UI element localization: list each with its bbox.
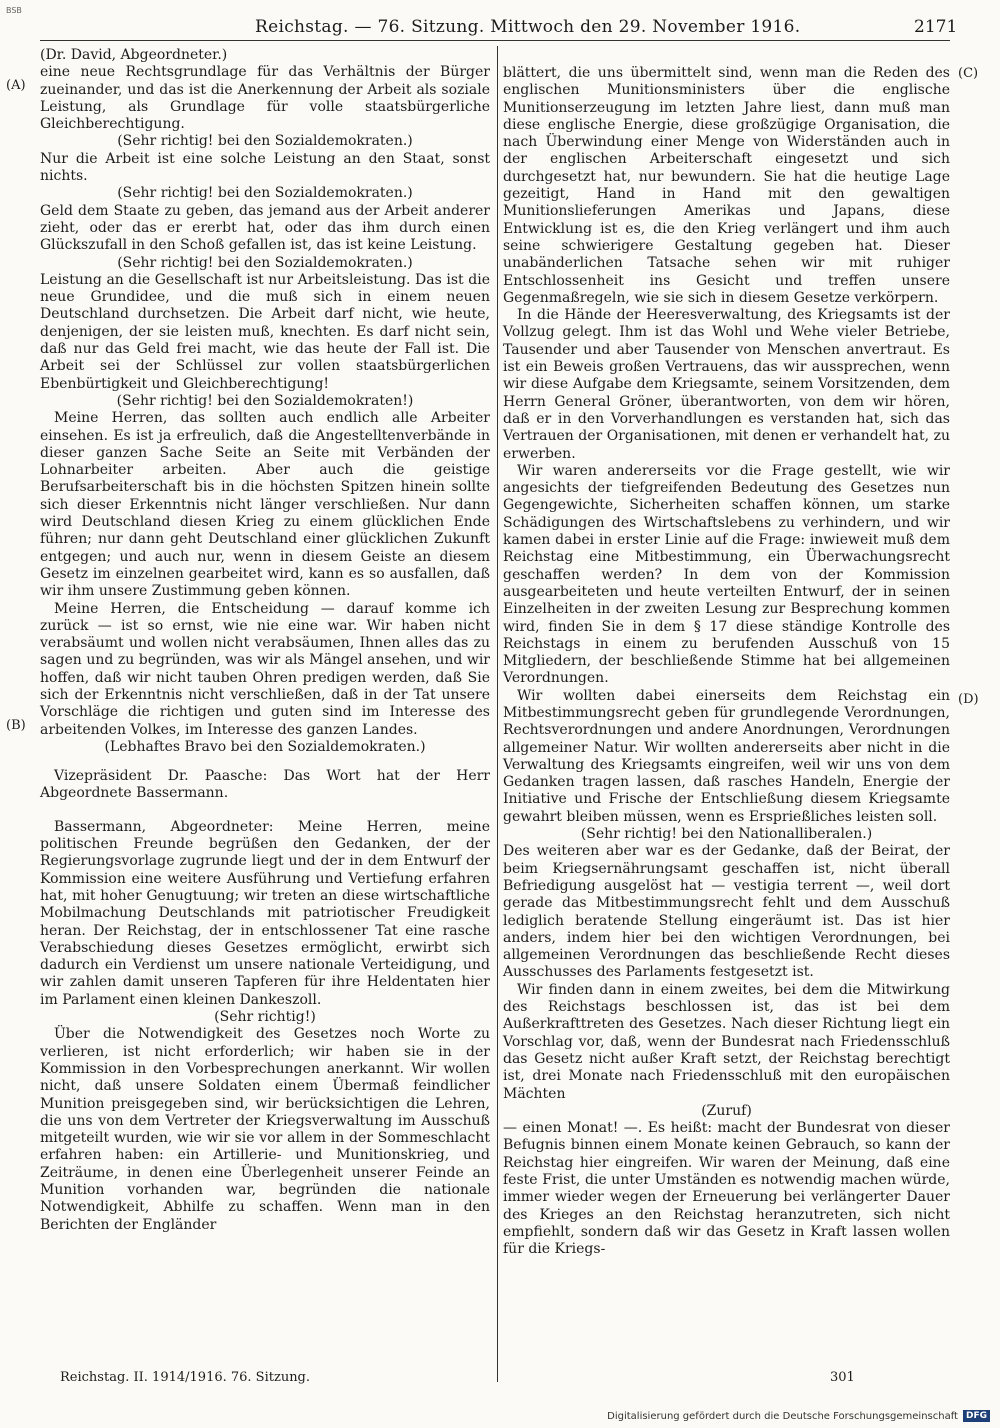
paragraph: Wir finden dann in einem zweites, bei dem die Mitwirkung des Reichstags beschlossen ist, das ist bei dem Außerkrafttreten des Gesetzes. Nach dieser Richtung liegt ein Vorschlag vor, daß, wenn der Bundesrat nach Friedensschluß das Gesetz nicht außer Kraft setzt, der Reichstag berechtigt ist, drei Monate nach Friedensschluß mit den europäischen Mächten (503, 981, 950, 1102)
margin-letter-c: (C) (958, 66, 979, 81)
paragraph: blättert, die uns übermittelt sind, wenn man die Reden des englischen Munitionsministers über die englische Munitionserzeugung im letzten Jahre liest, dann muß man diese englische Energie, diese großzügige Organisation, die nach Überwindung einer Menge von Widerständen auch in der englischen Arbeiterschaft eingesetzt und sich durchgesetzt hat, nur bewundern. Sie hat die heutige Lage gezeitigt, Hand in Hand mit den gewaltigen Munitionslieferungen Amerikas und Japans, diese Entwicklung ist es, die den Krieg verlängert und ihm auch seine schwierigere Gestaltung gegeben hat. Dieser unabänderlichen Tatsache sehen wir mit ruhiger Entschlossenheit ins Gesicht und treffen unsere Gegenmaßregeln, wie sie sich in diesem Gesetze verkörpern. (503, 65, 950, 306)
paragraph: Wir waren andererseits vor die Frage gestellt, wie wir angesichts der tiefgreifenden Bedeutung des Gesetzes nun Gegengewichte, Sicherheiten schaffen können, um starke Schädigungen des Wirtschaftslebens zu verhindern, und wir kamen dabei in erster Linie auf die Frage: inwieweit muß dem Reichstag eine Mitbestimmung, ein Überwachungsrecht geschaffen werden? In dem von der Kommission ausgearbeiteten und heute verteilten Entwurf, der in seinen Einzelheiten in der zweiten Lesung zur Besprechung kommen wird, finden Sie in dem § 17 diese ständige Kontrolle des Reichstags in einem zu berufenden Ausschuß von 15 Mitgliedern, der beschließende Stimme hat bei allgemeinen Verordnungen. (503, 462, 950, 687)
dfg-credit-text: Digitalisierung gefördert durch die Deutsche Forschungsgemeinschaft (607, 1410, 958, 1422)
paragraph: In die Hände der Heeresverwaltung, des Kriegsamts ist der Vollzug gelegt. Ihm ist das Wohl und Wehe vieler Betriebe, Tausender und aber Tausender von Menschen anvertraut. Es ist ein Beweis großen Vertrauens, das wir aussprechen, wenn wir diese Aufgabe dem Kriegsamte, seinem Vorsitzenden, dem Herrn General Gröner, überantworten, von dem wir hören, daß er in den Vorverhandlungen es verstanden hat, sich das Vertrauen der Organisationen, mit denen er verhandelt hat, zu erwerben. (503, 307, 950, 462)
dfg-logo: DFG (963, 1410, 990, 1422)
paragraph: Des weiteren aber war es der Gedanke, daß der Beirat, der beim Kriegsernährungsamt geschaffen ist, nicht überall Befriedigung ausgelöst hat — vestigia terrent —, weil dort gerade das Mitbestimmungsrecht fehlt und dem Ausschuß lediglich beratende Stellung eingeräumt ist. Das ist hier anders, indem hier bei den wichtigen Verordnungen, bei allgemeinen Verordnungen das beschließende Recht dieses Ausschusses des Parlaments festgesetzt ist. (503, 843, 950, 981)
margin-letter-a: (A) (6, 78, 26, 93)
interjection: (Sehr richtig! bei den Nationalliberalen.) (580, 826, 873, 843)
footer-signature: 301 (830, 1370, 855, 1385)
footer-volume: Reichstag. II. 1914/1916. 76. Sitzung. (60, 1370, 311, 1385)
paragraph: Über die Notwendigkeit des Gesetzes noch Worte zu verlieren, ist nicht erforderlich; wir haben sie in der Kommission in den Vorbesprechungen anerkannt. Wir wollen nicht, daß unsere Soldaten einem Übermaß feindlicher Munition preisgegeben sind, wir berücksichtigen die Lehren, die uns von dem Vertreter der Kriegsverwaltung im Ausschuß mitgeteilt wurden, wie wir sie vor allem in der Sommeschlacht erfahren haben: ein Artillerie- und Munitionskrieg, und Zeiträume, in denen eine Überlegenheit unserer Feinde an Munition vorhanden war, begründen die nationale Notwendigkeit, Abhilfe zu schaffen. Wenn man in den Berichten der Engländer (40, 1026, 490, 1233)
paragraph: eine neue Rechtsgrundlage für das Verhältnis der Bürger zueinander, und das ist die Anerkennung der Arbeit als soziale Leistung, als Grundlage für volle staatsbürgerliche Gleichberechtigung. (40, 64, 490, 133)
paragraph: Bassermann, Abgeordneter: Meine Herren, meine politischen Freunde begrüßen den Gedanken, der der Regierungsvorlage zugrunde liegt und der in dem Entwurf der Kommission eine weitere Ausführung und Vertiefung erfahren hat, mit hoher Genugtuung; wir treten an diese wirtschaftliche Mobilmachung Deutschlands mit patriotischer Freudigkeit heran. Der Reichstag, der in entschlossener Tat eine rasche Verabschiedung dieses Gesetzes ermöglicht, erwirbt sich dadurch ein Verdienst um unsere nationale Verteidigung, und wir zahlen damit unseren Tapferen für ihre Heldentaten hier im Parlament einen kleinen Dankeszoll. (40, 818, 490, 1008)
margin-letter-b: (B) (6, 718, 26, 733)
right-column (503, 65, 950, 1258)
interjection: (Sehr richtig! bei den Sozialdemokraten.) (117, 254, 413, 271)
interjection: (Lebhaftes Bravo bei den Sozialdemokraten.) (104, 738, 426, 755)
margin-letter-d: (D) (958, 692, 979, 707)
page-header-title: Reichstag. — 76. Sitzung. Mittwoch den 29. November 1916. (255, 17, 801, 37)
interjection: (Sehr richtig! bei den Sozialdemokraten.) (117, 185, 413, 202)
speaker-line: (Dr. David, Abgeordneter.) (40, 47, 228, 63)
dfg-credit (607, 1410, 990, 1422)
paragraph: — einen Monat! —. Es heißt: macht der Bundesrat von dieser Befugnis binnen einem Monate keinen Gebrauch, so kann der Reichstag hier eingreifen. Wir waren der Meinung, daß eine feste Frist, die unter Umständen es notwendig machen würde, immer wieder wegen der Erneuerung bei verlängerter Dauer des Krieges an den Reichstag heranzutreten, sich nicht empfiehlt, sondern daß wir das Gesetz in Kraft lassen wollen für die Kriegs- (503, 1120, 950, 1258)
library-mark: BSB (6, 6, 22, 15)
paragraph: Leistung an die Gesellschaft ist nur Arbeitsleistung. Das ist die neue Grundidee, und die muß sich in einem neuen Deutschland durchsetzen. Die Arbeit darf nicht, wie heute, denjenigen, der sie leisten muß, knechten. Es darf nicht sein, daß nur das Geld frei macht, wie das heute der Fall ist. Die Arbeit sei der Schlüssel zur vollen staatsbürgerlichen Ebenbürtigkeit und Gleichberechtigung! (40, 271, 490, 392)
interjection: (Sehr richtig! bei den Sozialdemokraten.) (117, 133, 413, 150)
interjection: (Zuruf) (701, 1102, 752, 1119)
paragraph: Meine Herren, das sollten auch endlich alle Arbeiter einsehen. Es ist ja erfreulich, daß die Angestelltenverbände in dieser ganzen Sache Seite an Seite mit Verbänden der Lohnarbeiter arbeiten. Aber auch die geistige Berufsarbeiterschaft bis in die höchsten Spitzen hinein sollte sich dieser Erkenntnis nicht länger verschließen. Nur dann wird Deutschland diesen Krieg zu einem glücklichen Ende führen; nur dann geht Deutschland einer glücklichen Zukunft entgegen; und auch nur, wenn in diesem Geiste an diesem Gesetz im einzelnen gearbeitet wird, kann es so ausfallen, daß wir ihm unsere Zustimmung geben können. (40, 410, 490, 600)
interjection: (Sehr richtig!) (214, 1009, 316, 1026)
paragraph: Nur die Arbeit ist eine solche Leistung an den Staat, sonst nichts. (40, 150, 490, 185)
paragraph: Meine Herren, die Entscheidung — darauf komme ich zurück — ist so ernst, wie nie eine war. Wir haben nicht verabsäumt und wollen nicht verabsäumen, Ihnen alles das zu sagen und zu begründen, was wir als Mängel ansehen, und wir hoffen, daß wir nicht tauben Ohren predigen werden, daß Sie sich der Erkenntnis nicht verschließen, daß in der Tat unsere Vorschläge die richtigen und guten sind im Interesse des arbeitenden Volkes, im Interesse des ganzen Landes. (40, 600, 490, 738)
column-divider (497, 46, 498, 1382)
page-number: 2171 (914, 17, 958, 37)
paragraph: Wir wollten dabei einerseits dem Reichstag ein Mitbestimmungsrecht geben für grundlegende Verordnungen, Rechtsverordnungen und andere Anordnungen, Verordnungen allgemeiner Natur. Wir wollten andererseits aber nicht in die Verwaltung des Kriegsamts eingreifen, weil wir uns von dem Gedanken tragen lassen, daß rasches Handeln, Energie der Initiative und Frische der Entschließung diesem Kriegsamte gewahrt bleiben müssen, wenn es Ersprießliches leisten soll. (503, 687, 950, 825)
paragraph: Geld dem Staate zu geben, das jemand aus der Arbeit anderer zieht, oder das er ererbt hat, oder das ihm durch einen Glückszufall in den Schoß gefallen ist, das ist keine Leistung. (40, 202, 490, 254)
speaker-line: Vizepräsident Dr. Paasche: Das Wort hat der Herr Abgeordnete Bassermann. (40, 768, 490, 802)
interjection: (Sehr richtig! bei den Sozialdemokraten!) (116, 392, 414, 409)
left-column (40, 47, 490, 1234)
header-rule (40, 40, 950, 41)
